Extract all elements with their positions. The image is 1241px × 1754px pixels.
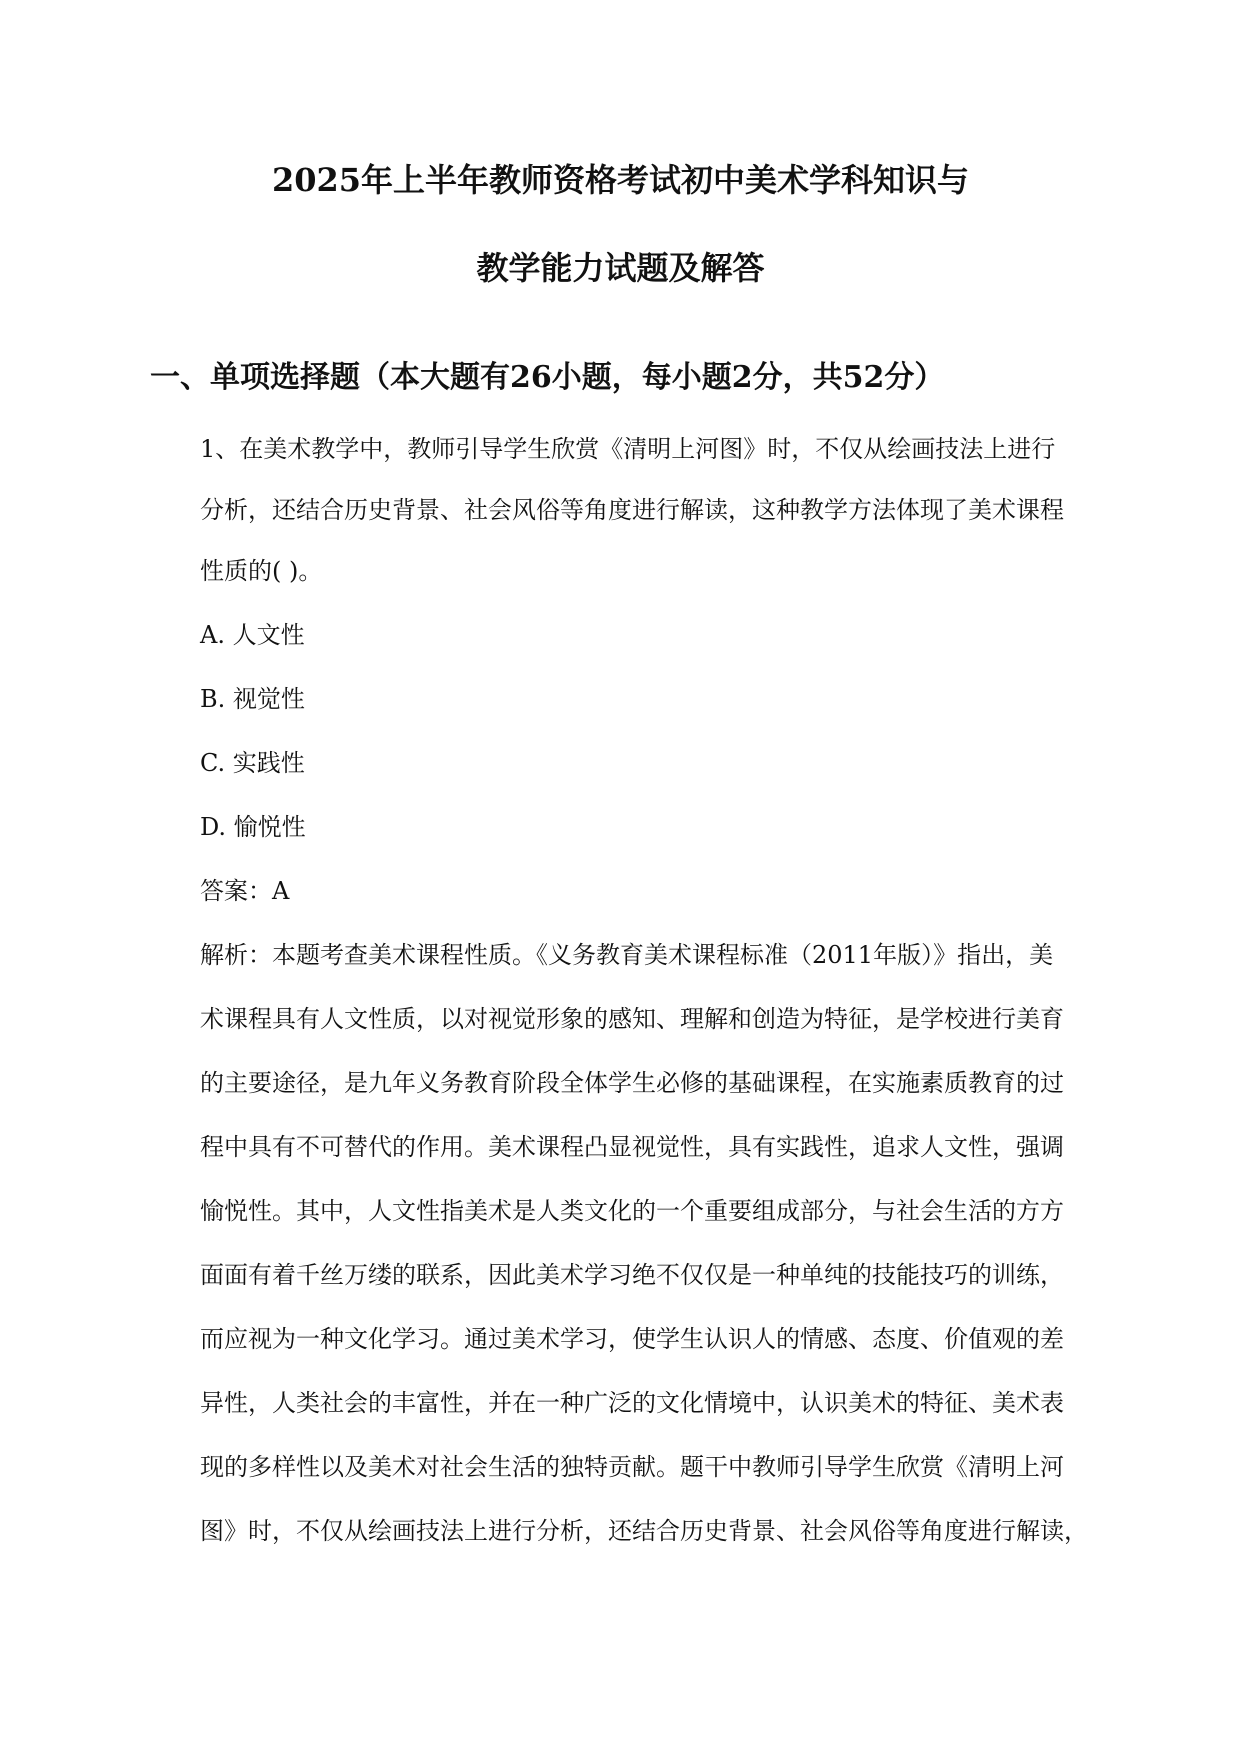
section-heading: 一、单项选择题（本大题有26小题，每小题2分，共52分） bbox=[150, 360, 945, 395]
answer-line: 答案：A bbox=[200, 877, 290, 905]
option-d: D. 愉悦性 bbox=[200, 813, 306, 841]
question-stem-line: 1、在美术教学中，教师引导学生欣赏《清明上河图》时，不仅从绘画技法上进行 bbox=[200, 435, 1056, 463]
explanation-line: 的主要途径，是九年义务教育阶段全体学生必修的基础课程，在实施素质教育的过 bbox=[200, 1069, 1064, 1097]
question-stem-line: 性质的( )。 bbox=[200, 557, 323, 585]
explanation-line: 而应视为一种文化学习。通过美术学习，使学生认识人的情感、态度、价值观的差 bbox=[200, 1325, 1064, 1353]
option-b: B. 视觉性 bbox=[200, 685, 305, 713]
document-title-line-1: 2025年上半年教师资格考试初中美术学科知识与 bbox=[271, 161, 970, 199]
question-stem-line: 分析，还结合历史背景、社会风俗等角度进行解读，这种教学方法体现了美术课程 bbox=[200, 496, 1064, 524]
explanation-line: 术课程具有人文性质，以对视觉形象的感知、理解和创造为特征，是学校进行美育 bbox=[200, 1005, 1064, 1033]
explanation-line: 面面有着千丝万缕的联系，因此美术学习绝不仅仅是一种单纯的技能技巧的训练， bbox=[200, 1261, 1064, 1289]
option-a: A. 人文性 bbox=[200, 621, 305, 649]
document-title-line-2: 教学能力试题及解答 bbox=[476, 249, 765, 287]
explanation-line: 愉悦性。其中，人文性指美术是人类文化的一个重要组成部分，与社会生活的方方 bbox=[200, 1197, 1064, 1225]
explanation-line: 程中具有不可替代的作用。美术课程凸显视觉性，具有实践性，追求人文性，强调 bbox=[200, 1133, 1064, 1161]
option-c: C. 实践性 bbox=[200, 749, 305, 777]
explanation-line: 现的多样性以及美术对社会生活的独特贡献。题干中教师引导学生欣赏《清明上河 bbox=[200, 1453, 1064, 1481]
explanation-line: 图》时，不仅从绘画技法上进行分析，还结合历史背景、社会风俗等角度进行解读， bbox=[200, 1517, 1088, 1545]
explanation-line: 异性，人类社会的丰富性，并在一种广泛的文化情境中，认识美术的特征、美术表 bbox=[200, 1389, 1064, 1417]
explanation-line: 解析：本题考查美术课程性质。《义务教育美术课程标准（2011年版）》指出，美 bbox=[200, 941, 1054, 969]
